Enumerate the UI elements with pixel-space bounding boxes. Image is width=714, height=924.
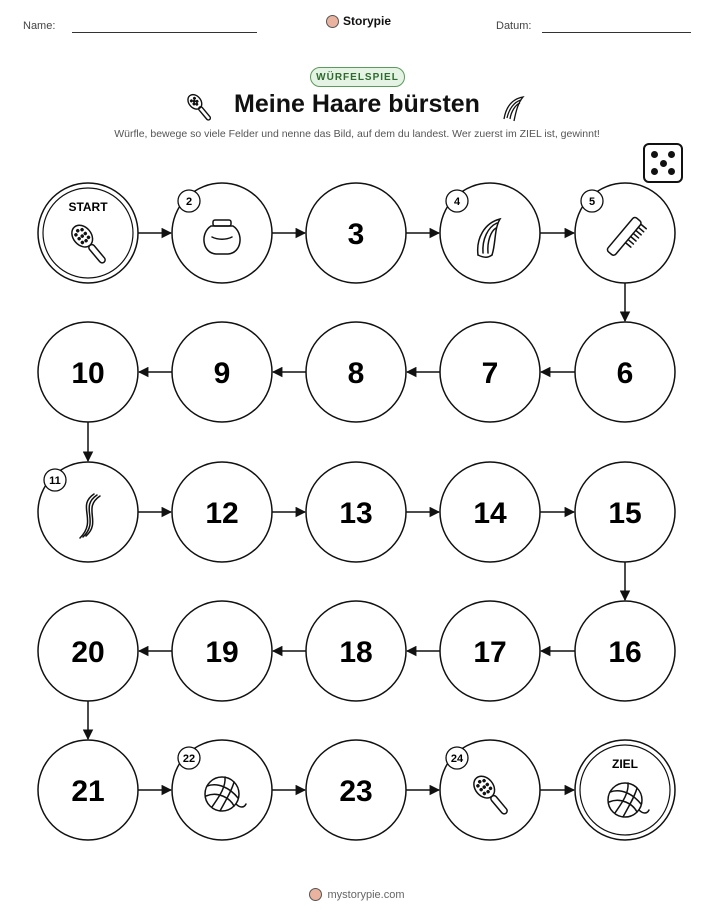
board-cell-4[interactable]	[440, 183, 540, 283]
cell-number: 4	[453, 196, 461, 208]
board-cell-11[interactable]	[38, 462, 138, 562]
board-cell-22[interactable]	[172, 740, 272, 840]
cell-number: 20	[71, 636, 105, 669]
cell-number: 23	[339, 775, 373, 808]
board-cell-3[interactable]	[306, 183, 406, 283]
brand-name: Storypie	[343, 14, 392, 28]
name-label: Name:	[23, 20, 56, 32]
start-label: START	[68, 200, 108, 214]
cell-number: 13	[339, 497, 373, 530]
board-cell-19[interactable]	[172, 601, 272, 701]
board-cell-1[interactable]	[38, 183, 138, 283]
board-cell-20[interactable]	[38, 601, 138, 701]
board-cell-24[interactable]	[440, 740, 540, 840]
cell-number: 9	[213, 357, 231, 390]
board-cell-2[interactable]	[172, 183, 272, 283]
cell-number: 18	[339, 636, 373, 669]
board-cell-17[interactable]	[440, 601, 540, 701]
cell-number: 17	[473, 636, 507, 669]
board-cell-5[interactable]	[575, 183, 675, 283]
cell-number: 7	[481, 357, 499, 390]
cell-number: 22	[182, 753, 196, 765]
board-cell-14[interactable]	[440, 462, 540, 562]
board-cell-10[interactable]	[38, 322, 138, 422]
footer-url: mystorypie.com	[327, 888, 405, 901]
page-title: Meine Haare bürsten	[234, 90, 480, 118]
board-cell-16[interactable]	[575, 601, 675, 701]
cell-number: 14	[473, 497, 507, 530]
board-cell-25[interactable]	[575, 740, 675, 840]
board-cell-7[interactable]	[440, 322, 540, 422]
cell-number: 6	[616, 357, 634, 390]
bear-logo-icon	[309, 888, 322, 901]
cell-number: 15	[608, 497, 642, 530]
cell-number: 5	[588, 196, 596, 208]
board-cell-12[interactable]	[172, 462, 272, 562]
cell-circle	[38, 183, 138, 283]
cell-number: 24	[450, 753, 464, 765]
board-cell-9[interactable]	[172, 322, 272, 422]
board-cell-8[interactable]	[306, 322, 406, 422]
instructions-text: Würfle, bewege so viele Felder und nenne das Bild, auf dem du landest. Wer zuerst im ZIEL ist, gewinnt!	[114, 128, 600, 140]
board-cell-6[interactable]	[575, 322, 675, 422]
game-type-badge: WÜRFELSPIEL	[310, 67, 405, 87]
cell-number: 16	[608, 636, 642, 669]
cell-number: 21	[71, 775, 105, 808]
cell-number: 12	[205, 497, 239, 530]
cell-number: 10	[71, 357, 105, 390]
board-cell-15[interactable]	[575, 462, 675, 562]
cell-number: 11	[49, 475, 61, 487]
board-cell-13[interactable]	[306, 462, 406, 562]
cell-number: 3	[347, 218, 365, 251]
date-label: Datum:	[496, 20, 532, 32]
cell-number: 8	[347, 357, 365, 390]
board-cell-18[interactable]	[306, 601, 406, 701]
board-cell-23[interactable]	[306, 740, 406, 840]
goal-label: ZIEL	[612, 757, 638, 771]
footer	[0, 888, 714, 901]
cell-number: 19	[205, 636, 239, 669]
cell-number: 2	[185, 196, 193, 208]
cell-circle	[575, 740, 675, 840]
board-cell-21[interactable]	[38, 740, 138, 840]
